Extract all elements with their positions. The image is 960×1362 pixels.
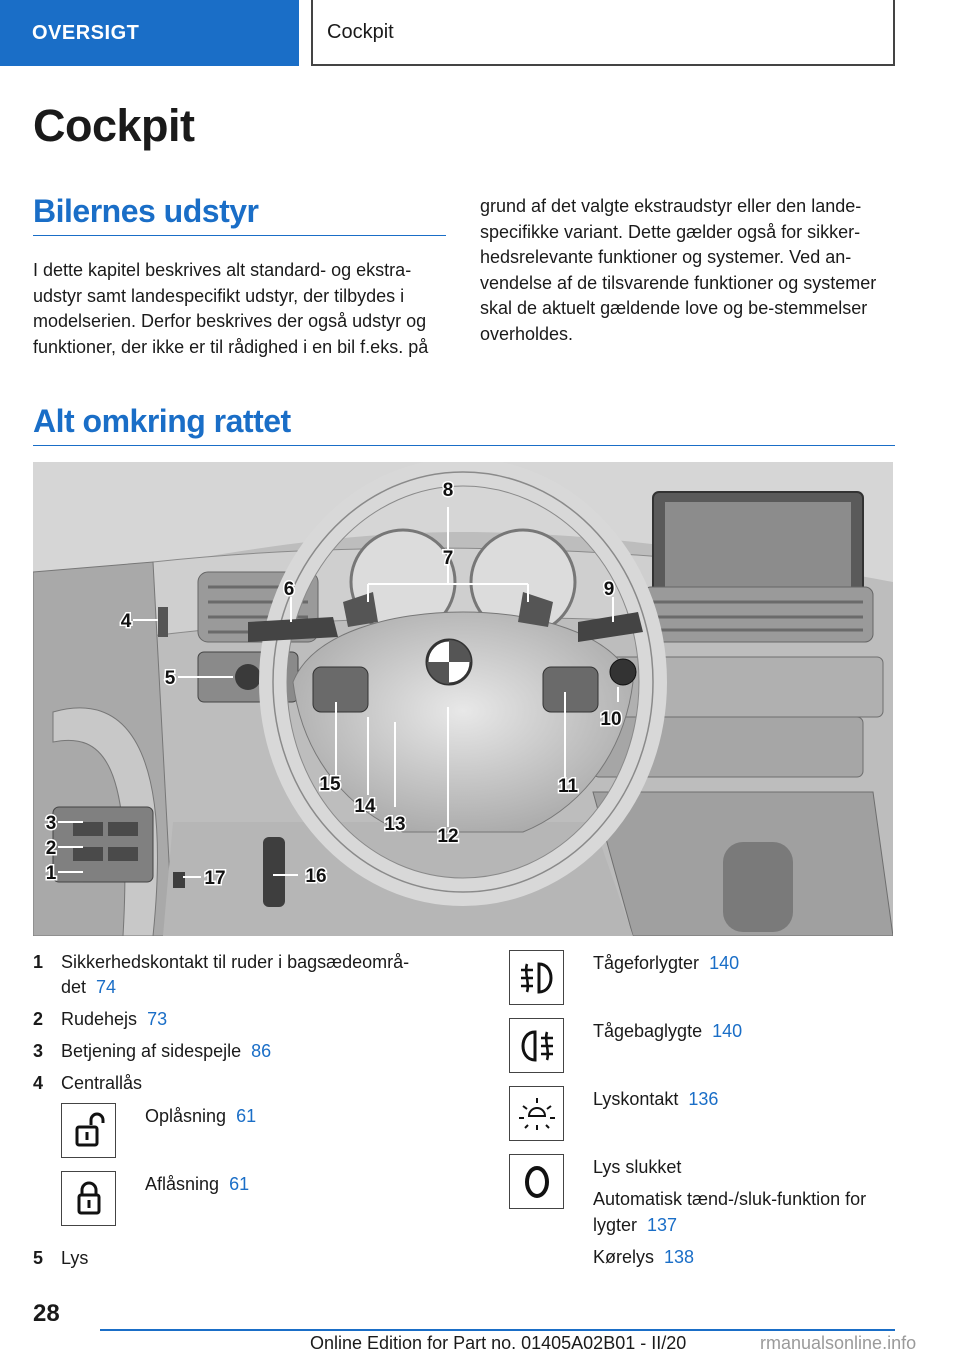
page-ref-link[interactable]: 61	[236, 1106, 257, 1126]
item-text: Kørelys	[593, 1247, 655, 1267]
item-number: 1	[33, 952, 44, 972]
item-text: Lys slukket	[593, 1157, 682, 1177]
callout-2: 2	[45, 838, 57, 859]
rear-fog-light-icon	[509, 1018, 564, 1073]
callout-10: 10	[600, 709, 622, 730]
page-ref-link[interactable]: 86	[251, 1041, 272, 1061]
cockpit-drawing	[33, 462, 893, 936]
item-text: Sikkerhedskontakt til ruder i bagsædeområ-	[61, 952, 410, 972]
lock-item-unlock	[145, 1103, 256, 1129]
page-ref-link[interactable]: 61	[229, 1174, 250, 1194]
lights-off-icon	[509, 1154, 564, 1209]
callout-4: 4	[120, 611, 132, 632]
item-number: 2	[33, 1009, 44, 1029]
item-text: det	[61, 977, 87, 997]
cockpit-illustration	[33, 462, 893, 936]
callout-9: 9	[603, 579, 615, 600]
callout-15: 15	[319, 774, 341, 795]
footer-rule	[100, 1329, 895, 1331]
page-ref-link[interactable]: 137	[647, 1215, 678, 1235]
light-item-front-fog	[593, 950, 739, 976]
page-ref-link[interactable]: 136	[688, 1089, 719, 1109]
item-text: Aflåsning	[145, 1174, 220, 1194]
chapter-header	[311, 0, 895, 66]
intro-paragraph-right: grund af det valgte ekstraudstyr eller den lande-specifikke variant. Dette gælder også for sikker-hedsrelevante funktioner og systemer. Ved an-vendelse af de tilsvarende funktioner og systemer skal de aktuelt gældende love og be-stemmelser overholdes.	[480, 196, 877, 344]
callout-13: 13	[384, 814, 406, 835]
item-number: 4	[33, 1073, 44, 1093]
section-tab[interactable]	[0, 0, 299, 66]
callout-1: 1	[45, 863, 57, 884]
item-text: Centrallås	[61, 1073, 143, 1093]
item-text: Rudehejs	[61, 1009, 138, 1029]
light-item-switch	[593, 1086, 718, 1112]
callout-3: 3	[45, 813, 57, 834]
page-ref-link[interactable]: 138	[664, 1247, 695, 1267]
page-title: Cockpit	[33, 100, 195, 151]
item-number: 5	[33, 1248, 44, 1268]
page-ref-link[interactable]: 140	[709, 953, 740, 973]
callout-6: 6	[283, 579, 295, 600]
callout-17: 17	[204, 868, 226, 889]
lock-icon	[61, 1171, 116, 1226]
section-heading-equipment: Bilernes udstyr	[33, 193, 259, 229]
item-text: Tågebaglygte	[593, 1021, 703, 1041]
page-ref-link[interactable]: 140	[712, 1021, 743, 1041]
callout-5: 5	[164, 668, 176, 689]
light-item-rear-fog	[593, 1018, 742, 1044]
page-ref-link[interactable]: 74	[96, 977, 117, 997]
item-text: Lyskontakt	[593, 1089, 679, 1109]
callout-8: 8	[442, 480, 454, 501]
callout-7: 7	[442, 548, 454, 569]
page-ref-link[interactable]: 73	[147, 1009, 168, 1029]
footer-watermark: rmanualsonline.info	[760, 1333, 917, 1353]
lights-off-block	[593, 1154, 893, 1270]
footer-edition: Online Edition for Part no. 01405A02B01 - II/20	[310, 1333, 687, 1353]
chapter-label: Cockpit	[327, 20, 394, 43]
item-number: 3	[33, 1041, 44, 1061]
item-text: Tågeforlygter	[593, 953, 700, 973]
lock-item-lock	[145, 1171, 249, 1197]
page-number: 28	[33, 1300, 60, 1327]
item-text: Oplåsning	[145, 1106, 227, 1126]
item-text: lygter	[593, 1215, 638, 1235]
item-text: Automatisk tænd-/sluk-funktion for	[593, 1189, 867, 1209]
callout-12: 12	[437, 826, 459, 847]
item-text: Betjening af sidespejle	[61, 1041, 242, 1061]
callout-16: 16	[305, 866, 327, 887]
item-text: Lys	[61, 1248, 89, 1268]
callout-11: 11	[557, 776, 579, 797]
section-tab-label: OVERSIGT	[32, 21, 140, 44]
front-fog-light-icon	[509, 950, 564, 1005]
light-switch-icon	[509, 1086, 564, 1141]
section-heading-steering: Alt omkring rattet	[33, 403, 291, 439]
section-rule	[33, 445, 895, 446]
intro-paragraph-left: I dette kapitel beskrives alt standard- og ekstra-udstyr samt landespecifikt udstyr, der tilbydes i modelserien. Derfor beskrives der også udstyr og funktioner, der ikke er til rådighed i en bil f.eks. på	[33, 260, 429, 357]
callout-14: 14	[354, 796, 376, 817]
unlock-icon	[61, 1103, 116, 1158]
section-rule	[33, 235, 446, 236]
